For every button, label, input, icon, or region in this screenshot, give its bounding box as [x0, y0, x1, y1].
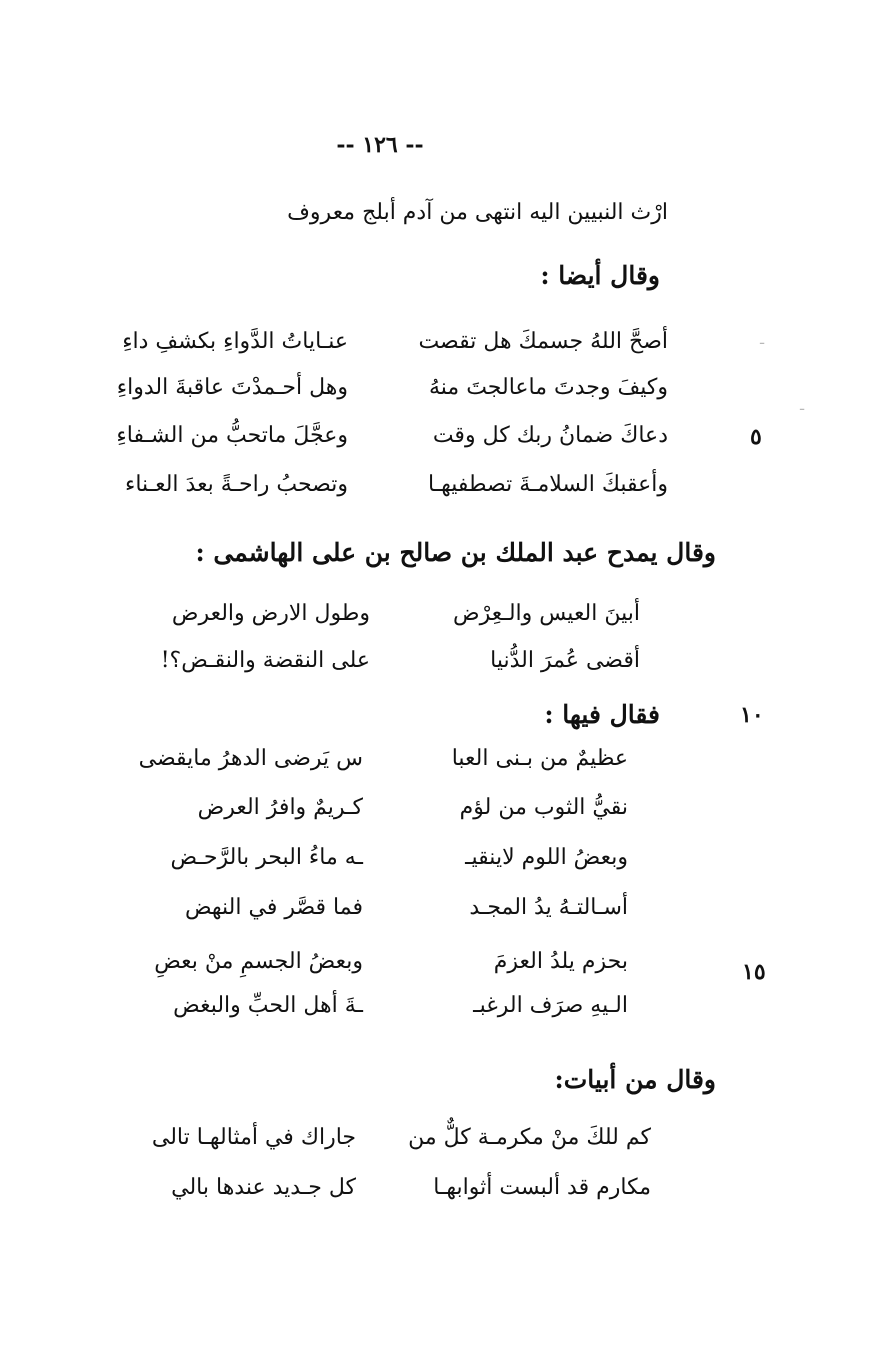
- section-heading: فقال فيها :: [544, 700, 660, 729]
- verse: [122, 322, 668, 362]
- verse-first-hemistich: وكيفَ وجدتَ ماعالجتَ منهُ: [428, 375, 668, 400]
- verse-second-hemistich: جاراك في أمثالهـا تالى: [151, 1125, 356, 1150]
- verse-second-hemistich: وبعضُ الجسمِ منْ بعضِ: [154, 949, 363, 974]
- verse-number: ١٠: [740, 702, 764, 728]
- verse-first-hemistich: أقضى عُمرَ الدُّنيا: [490, 648, 640, 673]
- verse: [125, 465, 668, 505]
- verse-second-hemistich: وعجَّلَ ماتحبُّ من الشـفاءِ: [116, 423, 348, 448]
- opening-line: ارْث النبيين اليه انتهى من آدم أبلج معروف: [287, 200, 668, 225]
- verse: [139, 739, 628, 779]
- verse: [172, 594, 640, 634]
- verse-second-hemistich: ـةَ أهل الحبِّ والبغض: [173, 993, 363, 1018]
- verse-second-hemistich: س يَرضى الدهرُ مايقضى: [138, 746, 363, 771]
- verse-second-hemistich: فما قصَّر في النهض: [184, 895, 363, 920]
- verse-first-hemistich: وأعقبكَ السلامـةَ تصطفيهـا: [427, 472, 668, 497]
- verse: [161, 641, 640, 681]
- verse-first-hemistich: أبينَ العيس والـعِرْض: [453, 601, 640, 626]
- verse: [117, 368, 668, 408]
- section-heading: وقال أيضا :: [540, 261, 660, 290]
- verse: [116, 416, 668, 456]
- verse: [154, 942, 628, 982]
- stray-mark: ـ: [800, 398, 805, 414]
- verse: [198, 788, 628, 828]
- verse-second-hemistich: على النقضة والنقـض؟!: [160, 648, 370, 673]
- verse-second-hemistich: عنـاياتُ الدَّواءِ بكشفِ داءِ: [122, 329, 348, 354]
- stray-mark: ـ: [760, 332, 765, 348]
- verse-second-hemistich: كل جـديد عندها بالي: [171, 1175, 356, 1200]
- verse: [173, 986, 628, 1026]
- verse: [152, 1118, 651, 1158]
- section-heading: وقال يمدح عبد الملك بن صالح بن على الهاشمى :: [195, 538, 716, 567]
- verse-second-hemistich: وهل أحـمدْتَ عاقبةَ الدواءِ: [116, 375, 348, 400]
- verse-first-hemistich: أسـالتـهُ يدُ المجـد: [469, 895, 628, 920]
- verse-first-hemistich: وبعضُ اللوم لاينقيـ: [465, 845, 628, 870]
- verse-first-hemistich: عظيمٌ من بـنى العبا: [451, 746, 628, 771]
- page-number: -- ١٢٦ --: [336, 132, 424, 158]
- verse-number: ٥: [750, 424, 762, 450]
- verse-first-hemistich: بحزم يلدُ العزمَ: [493, 949, 628, 974]
- verse-first-hemistich: أصحَّ اللهُ جسمكَ هل تقصت: [418, 329, 668, 354]
- verse-number: ١٥: [742, 959, 766, 985]
- verse-first-hemistich: الـيهِ صرَف الرغبـ: [473, 993, 628, 1018]
- verse-first-hemistich: كم للكَ منْ مكرمـة كلٌّ من: [408, 1125, 651, 1150]
- verse-first-hemistich: نقيُّ الثوب من لؤم: [459, 795, 628, 820]
- verse-second-hemistich: وتصحبُ راحـةً بعدَ العـناء: [124, 472, 348, 497]
- verse: [171, 1168, 651, 1208]
- verse: [170, 838, 628, 878]
- verse-second-hemistich: وطول الارض والعرض: [171, 601, 370, 626]
- verse-first-hemistich: دعاكَ ضمانُ ربك كل وقت: [432, 423, 668, 448]
- section-heading: وقال من أبيات:: [554, 1065, 716, 1094]
- verse: [185, 888, 628, 928]
- verse-second-hemistich: ـه ماءُ البحر بالرَّحـض: [170, 845, 363, 870]
- verse-second-hemistich: كـريمٌ وافرُ العرض: [197, 795, 363, 820]
- verse-first-hemistich: مكارم قد ألبست أثوابهـا: [433, 1175, 651, 1200]
